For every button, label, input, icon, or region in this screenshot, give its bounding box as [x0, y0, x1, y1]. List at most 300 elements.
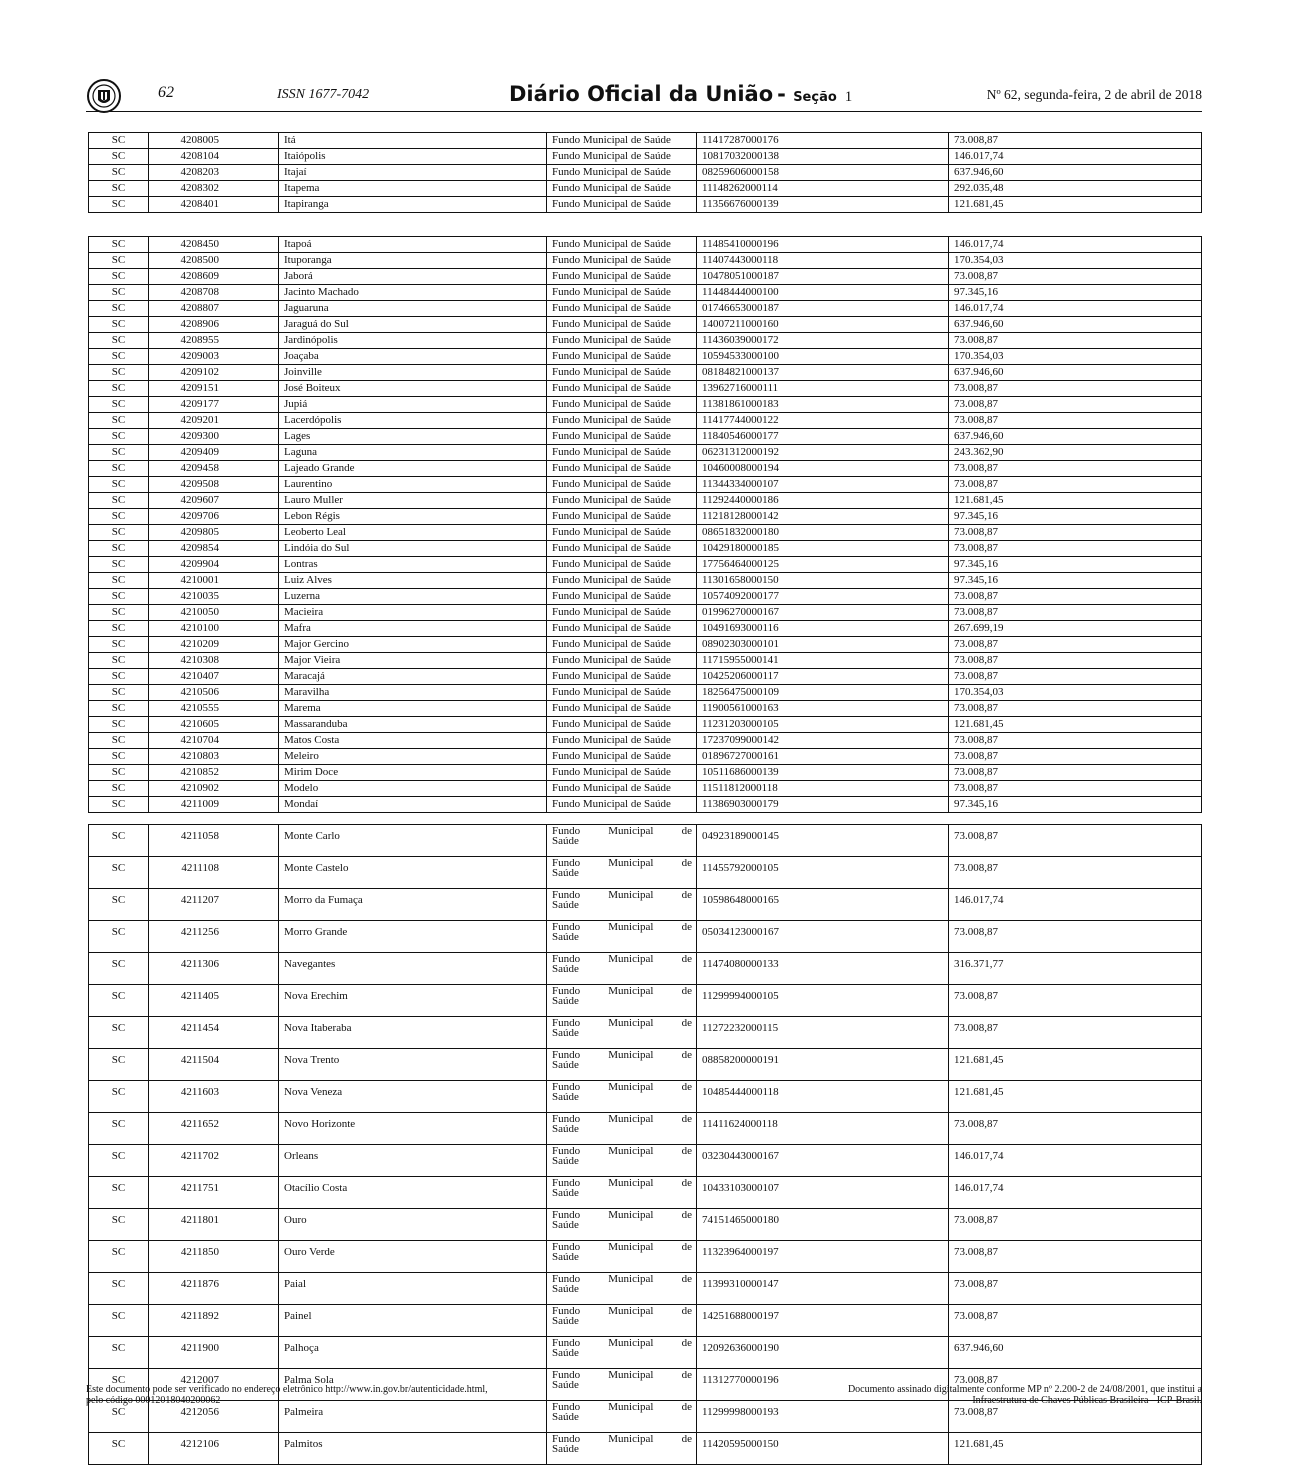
entity-line-2: Saúde	[552, 1411, 579, 1423]
entity-cell	[547, 857, 697, 889]
table-row	[89, 1177, 1202, 1209]
municipality-cell: Massaranduba	[279, 717, 547, 733]
ibge-code-cell: 4210035	[149, 589, 279, 605]
ibge-code-cell: 4208906	[149, 317, 279, 333]
entity-word: Municipal	[608, 1081, 654, 1093]
amount-cell: 146.017,74	[949, 301, 1202, 317]
entity-word: Municipal	[608, 1209, 654, 1221]
entity-word: de	[681, 985, 692, 997]
uf-cell: SC	[89, 717, 149, 733]
entity-cell	[547, 1145, 697, 1177]
entity-cell: Fundo Municipal de Saúde	[547, 749, 697, 765]
entity-word: Fundo	[552, 1433, 581, 1445]
cnpj-cell: 11407443000118	[697, 253, 949, 269]
cnpj-cell: 01996270000167	[697, 605, 949, 621]
table-row	[89, 413, 1202, 429]
amount-cell: 73.008,87	[949, 333, 1202, 349]
cnpj-cell: 11715955000141	[697, 653, 949, 669]
uf-cell: SC	[89, 1241, 149, 1273]
entity-cell	[547, 1273, 697, 1305]
entity-word: Municipal	[608, 1049, 654, 1061]
amount-cell: 146.017,74	[949, 237, 1202, 253]
entity-word: Municipal	[608, 921, 654, 933]
table-row	[89, 237, 1202, 253]
uf-cell: SC	[89, 333, 149, 349]
municipality-cell: Lontras	[279, 557, 547, 573]
cnpj-cell: 11301658000150	[697, 573, 949, 589]
table-row	[89, 133, 1202, 149]
municipality-cell: Paial	[279, 1273, 547, 1305]
uf-cell: SC	[89, 269, 149, 285]
cnpj-cell: 13962716000111	[697, 381, 949, 397]
table-row	[89, 397, 1202, 413]
entity-cell: Fundo Municipal de Saúde	[547, 765, 697, 781]
entity-word: de	[681, 889, 692, 901]
table-row	[89, 333, 1202, 349]
cnpj-cell: 06231312000192	[697, 445, 949, 461]
table-row	[89, 921, 1202, 953]
ibge-code-cell: 4208450	[149, 237, 279, 253]
cnpj-cell: 11272232000115	[697, 1017, 949, 1049]
ibge-code-cell: 4210902	[149, 781, 279, 797]
table-row	[89, 197, 1202, 213]
entity-line-2: Saúde	[552, 1027, 579, 1039]
cnpj-cell: 11448444000100	[697, 285, 949, 301]
signature-line-1: Documento assinado digitalmente conforme MP nº 2.200-2 de 24/08/2001, que institui a	[847, 1384, 1202, 1395]
ibge-code-cell: 4210001	[149, 573, 279, 589]
table-row	[89, 1273, 1202, 1305]
ibge-code-cell: 4208708	[149, 285, 279, 301]
table-row	[89, 589, 1202, 605]
entity-word: Municipal	[608, 1273, 654, 1285]
entity-line-2: Saúde	[552, 1443, 579, 1455]
ibge-code-cell: 4209805	[149, 525, 279, 541]
entity-word: Fundo	[552, 1401, 581, 1413]
ibge-code-cell: 4208955	[149, 333, 279, 349]
entity-word: Fundo	[552, 1209, 581, 1221]
amount-cell: 97.345,16	[949, 557, 1202, 573]
ibge-code-cell: 4208203	[149, 165, 279, 181]
table-row	[89, 445, 1202, 461]
cnpj-cell: 08259606000158	[697, 165, 949, 181]
entity-line-2: Saúde	[552, 1251, 579, 1263]
ibge-code-cell: 4212106	[149, 1433, 279, 1465]
cnpj-cell: 17756464000125	[697, 557, 949, 573]
cnpj-cell: 11218128000142	[697, 509, 949, 525]
ibge-code-cell: 4210506	[149, 685, 279, 701]
entity-word: de	[681, 1337, 692, 1349]
municipality-cell: Orleans	[279, 1145, 547, 1177]
ibge-code-cell: 4211801	[149, 1209, 279, 1241]
entity-word: Fundo	[552, 1049, 581, 1061]
cnpj-cell: 11511812000118	[697, 781, 949, 797]
entity-line-2: Saúde	[552, 1219, 579, 1231]
entity-cell: Fundo Municipal de Saúde	[547, 253, 697, 269]
entity-cell: Fundo Municipal de Saúde	[547, 669, 697, 685]
amount-cell: 121.681,45	[949, 493, 1202, 509]
ibge-code-cell: 4209300	[149, 429, 279, 445]
cnpj-cell: 10574092000177	[697, 589, 949, 605]
entity-word: de	[681, 1049, 692, 1061]
uf-cell: SC	[89, 149, 149, 165]
entity-word: Municipal	[608, 1433, 654, 1445]
ibge-code-cell: 4210704	[149, 733, 279, 749]
entity-word: Fundo	[552, 1113, 581, 1125]
entity-cell	[547, 953, 697, 985]
entity-word: de	[681, 1433, 692, 1445]
municipality-cell: Nova Trento	[279, 1049, 547, 1081]
uf-cell: SC	[89, 765, 149, 781]
entity-cell: Fundo Municipal de Saúde	[547, 573, 697, 589]
amount-cell: 73.008,87	[949, 765, 1202, 781]
amount-cell: 637.946,60	[949, 365, 1202, 381]
uf-cell: SC	[89, 133, 149, 149]
table-row	[89, 149, 1202, 165]
entity-cell: Fundo Municipal de Saúde	[547, 701, 697, 717]
municipality-cell: Itajaí	[279, 165, 547, 181]
entity-cell: Fundo Municipal de Saúde	[547, 381, 697, 397]
cnpj-cell: 03230443000167	[697, 1145, 949, 1177]
table-row	[89, 477, 1202, 493]
cnpj-cell: 04923189000145	[697, 825, 949, 857]
ibge-code-cell: 4209177	[149, 397, 279, 413]
amount-cell: 73.008,87	[949, 397, 1202, 413]
entity-line-2: Saúde	[552, 1123, 579, 1135]
amount-cell: 97.345,16	[949, 509, 1202, 525]
municipality-cell: Modelo	[279, 781, 547, 797]
entity-cell: Fundo Municipal de Saúde	[547, 557, 697, 573]
cnpj-cell: 10511686000139	[697, 765, 949, 781]
entity-word: Fundo	[552, 1017, 581, 1029]
ibge-code-cell: 4211504	[149, 1049, 279, 1081]
ibge-code-cell: 4211900	[149, 1337, 279, 1369]
cnpj-cell: 17237099000142	[697, 733, 949, 749]
amount-cell: 73.008,87	[949, 477, 1202, 493]
table-row	[89, 317, 1202, 333]
municipality-cell: Palma Sola	[279, 1369, 547, 1401]
amount-cell: 73.008,87	[949, 413, 1202, 429]
table-row	[89, 889, 1202, 921]
table-row	[89, 493, 1202, 509]
ibge-code-cell: 4208302	[149, 181, 279, 197]
entity-line-2: Saúde	[552, 931, 579, 943]
entity-cell	[547, 1209, 697, 1241]
uf-cell: SC	[89, 953, 149, 985]
table-row	[89, 605, 1202, 621]
ibge-code-cell: 4209607	[149, 493, 279, 509]
entity-cell	[547, 921, 697, 953]
amount-cell: 73.008,87	[949, 525, 1202, 541]
table-row	[89, 717, 1202, 733]
uf-cell: SC	[89, 317, 149, 333]
uf-cell: SC	[89, 1305, 149, 1337]
amount-cell: 146.017,74	[949, 149, 1202, 165]
entity-cell	[547, 1401, 697, 1433]
entity-line-2: Saúde	[552, 899, 579, 911]
ibge-code-cell: 4209102	[149, 365, 279, 381]
cnpj-cell: 01896727000161	[697, 749, 949, 765]
municipality-cell: Palmeira	[279, 1401, 547, 1433]
cnpj-cell: 11148262000114	[697, 181, 949, 197]
entity-cell: Fundo Municipal de Saúde	[547, 397, 697, 413]
entity-line-2: Saúde	[552, 1379, 579, 1391]
table-row	[89, 1113, 1202, 1145]
uf-cell: SC	[89, 445, 149, 461]
amount-cell: 146.017,74	[949, 1145, 1202, 1177]
verification-note	[86, 1384, 488, 1406]
cnpj-cell: 12092636000190	[697, 1337, 949, 1369]
amount-cell: 316.371,77	[949, 953, 1202, 985]
entity-word: de	[681, 1145, 692, 1157]
cnpj-cell: 11417287000176	[697, 133, 949, 149]
table-row	[89, 181, 1202, 197]
entity-cell: Fundo Municipal de Saúde	[547, 477, 697, 493]
table-row	[89, 669, 1202, 685]
ibge-code-cell: 4209409	[149, 445, 279, 461]
entity-cell: Fundo Municipal de Saúde	[547, 621, 697, 637]
entity-cell: Fundo Municipal de Saúde	[547, 717, 697, 733]
transfer-table-1	[88, 132, 1202, 213]
municipality-cell: Luzerna	[279, 589, 547, 605]
transfer-table-2	[88, 236, 1202, 813]
amount-cell: 73.008,87	[949, 1369, 1202, 1401]
municipality-cell: Jupiá	[279, 397, 547, 413]
municipality-cell: Jacinto Machado	[279, 285, 547, 301]
uf-cell: SC	[89, 669, 149, 685]
amount-cell: 170.354,03	[949, 349, 1202, 365]
entity-cell: Fundo Municipal de Saúde	[547, 589, 697, 605]
uf-cell: SC	[89, 285, 149, 301]
cnpj-cell: 18256475000109	[697, 685, 949, 701]
municipality-cell: Lauro Muller	[279, 493, 547, 509]
uf-cell: SC	[89, 1401, 149, 1433]
cnpj-cell: 05034123000167	[697, 921, 949, 953]
municipality-cell: Mafra	[279, 621, 547, 637]
ibge-code-cell: 4211256	[149, 921, 279, 953]
entity-word: Fundo	[552, 1273, 581, 1285]
uf-cell: SC	[89, 301, 149, 317]
table-row	[89, 573, 1202, 589]
section-label: Seção	[793, 90, 837, 105]
cnpj-cell: 10491693000116	[697, 621, 949, 637]
cnpj-cell: 11399310000147	[697, 1273, 949, 1305]
municipality-cell: Mondaí	[279, 797, 547, 813]
municipality-cell: Palmitos	[279, 1433, 547, 1465]
municipality-cell: Major Vieira	[279, 653, 547, 669]
municipality-cell: Maravilha	[279, 685, 547, 701]
amount-cell: 73.008,87	[949, 1401, 1202, 1433]
amount-cell: 73.008,87	[949, 133, 1202, 149]
amount-cell: 97.345,16	[949, 285, 1202, 301]
municipality-cell: Lindóia do Sul	[279, 541, 547, 557]
municipality-cell: José Boiteux	[279, 381, 547, 397]
title-separator: -	[777, 82, 794, 106]
entity-line-2: Saúde	[552, 1155, 579, 1167]
amount-cell: 73.008,87	[949, 1113, 1202, 1145]
cnpj-cell: 11356676000139	[697, 197, 949, 213]
municipality-cell: Navegantes	[279, 953, 547, 985]
municipality-cell: Laurentino	[279, 477, 547, 493]
ibge-code-cell: 4211702	[149, 1145, 279, 1177]
entity-cell	[547, 1369, 697, 1401]
table-row	[89, 1433, 1202, 1465]
amount-cell: 243.362,90	[949, 445, 1202, 461]
table-row	[89, 285, 1202, 301]
entity-cell: Fundo Municipal de Saúde	[547, 685, 697, 701]
ibge-code-cell: 4209854	[149, 541, 279, 557]
transfer-table-3	[88, 824, 1202, 1465]
cnpj-cell: 11231203000105	[697, 717, 949, 733]
table-row	[89, 269, 1202, 285]
entity-line-2: Saúde	[552, 835, 579, 847]
municipality-cell: Ituporanga	[279, 253, 547, 269]
uf-cell: SC	[89, 749, 149, 765]
cnpj-cell: 10485444000118	[697, 1081, 949, 1113]
ibge-code-cell: 4210050	[149, 605, 279, 621]
publication-title	[509, 82, 852, 106]
municipality-cell: Luiz Alves	[279, 573, 547, 589]
entity-cell: Fundo Municipal de Saúde	[547, 269, 697, 285]
amount-cell: 292.035,48	[949, 181, 1202, 197]
cnpj-cell: 11312770000196	[697, 1369, 949, 1401]
amount-cell: 637.946,60	[949, 165, 1202, 181]
ibge-code-cell: 4211850	[149, 1241, 279, 1273]
entity-cell: Fundo Municipal de Saúde	[547, 797, 697, 813]
table-row	[89, 301, 1202, 317]
uf-cell: SC	[89, 509, 149, 525]
table-row	[89, 749, 1202, 765]
ibge-code-cell: 4210803	[149, 749, 279, 765]
amount-cell: 73.008,87	[949, 1273, 1202, 1305]
uf-cell: SC	[89, 541, 149, 557]
cnpj-cell: 11411624000118	[697, 1113, 949, 1145]
entity-word: de	[681, 921, 692, 933]
verification-line-2: pelo código 00012018040200062	[86, 1395, 221, 1406]
table-row	[89, 349, 1202, 365]
municipality-cell: Ouro	[279, 1209, 547, 1241]
amount-cell: 637.946,60	[949, 1337, 1202, 1369]
ibge-code-cell: 4210100	[149, 621, 279, 637]
amount-cell: 73.008,87	[949, 701, 1202, 717]
entity-cell	[547, 1177, 697, 1209]
amount-cell: 73.008,87	[949, 985, 1202, 1017]
table-row	[89, 509, 1202, 525]
amount-cell: 97.345,16	[949, 573, 1202, 589]
cnpj-cell: 11386903000179	[697, 797, 949, 813]
cnpj-cell: 14007211000160	[697, 317, 949, 333]
section-number: 1	[844, 89, 853, 105]
entity-word: Fundo	[552, 1145, 581, 1157]
page-header	[86, 78, 1202, 112]
entity-line-2: Saúde	[552, 1059, 579, 1071]
table-row	[89, 637, 1202, 653]
table-row	[89, 557, 1202, 573]
entity-word: de	[681, 1369, 692, 1381]
table-row	[89, 765, 1202, 781]
uf-cell: SC	[89, 1145, 149, 1177]
cnpj-cell: 08184821000137	[697, 365, 949, 381]
entity-cell	[547, 1305, 697, 1337]
entity-word: de	[681, 825, 692, 837]
ibge-code-cell: 4209904	[149, 557, 279, 573]
cnpj-cell: 10460008000194	[697, 461, 949, 477]
municipality-cell: Itá	[279, 133, 547, 149]
ibge-code-cell: 4209003	[149, 349, 279, 365]
table-row	[89, 429, 1202, 445]
entity-word: Fundo	[552, 825, 581, 837]
uf-cell: SC	[89, 429, 149, 445]
uf-cell: SC	[89, 557, 149, 573]
entity-word: de	[681, 1017, 692, 1029]
verification-line-1: Este documento pode ser verificado no endereço eletrônico http://www.in.gov.br/autenticidade.html,	[86, 1384, 488, 1395]
amount-cell: 267.699,19	[949, 621, 1202, 637]
municipality-cell: Nova Itaberaba	[279, 1017, 547, 1049]
entity-cell	[547, 1017, 697, 1049]
cnpj-cell: 11299998000193	[697, 1401, 949, 1433]
issue-date: Nº 62, segunda-feira, 2 de abril de 2018	[986, 87, 1202, 102]
ibge-code-cell: 4211405	[149, 985, 279, 1017]
table-row	[89, 525, 1202, 541]
uf-cell: SC	[89, 461, 149, 477]
table-row	[89, 953, 1202, 985]
uf-cell: SC	[89, 1049, 149, 1081]
ibge-code-cell: 4210852	[149, 765, 279, 781]
entity-word: Fundo	[552, 1177, 581, 1189]
ibge-code-cell: 4210308	[149, 653, 279, 669]
uf-cell: SC	[89, 381, 149, 397]
amount-cell: 73.008,87	[949, 589, 1202, 605]
municipality-cell: Morro Grande	[279, 921, 547, 953]
entity-cell: Fundo Municipal de Saúde	[547, 653, 697, 669]
entity-word: de	[681, 1401, 692, 1413]
uf-cell: SC	[89, 573, 149, 589]
ibge-code-cell: 4211652	[149, 1113, 279, 1145]
amount-cell: 170.354,03	[949, 685, 1202, 701]
ibge-code-cell: 4211454	[149, 1017, 279, 1049]
amount-cell: 637.946,60	[949, 317, 1202, 333]
amount-cell: 146.017,74	[949, 1177, 1202, 1209]
uf-cell: SC	[89, 237, 149, 253]
entity-line-2: Saúde	[552, 867, 579, 879]
entity-word: Municipal	[608, 1241, 654, 1253]
entity-cell	[547, 1241, 697, 1273]
entity-word: de	[681, 1241, 692, 1253]
uf-cell: SC	[89, 1113, 149, 1145]
municipality-cell: Jaguaruna	[279, 301, 547, 317]
cnpj-cell: 08902303000101	[697, 637, 949, 653]
entity-cell: Fundo Municipal de Saúde	[547, 413, 697, 429]
cnpj-cell: 11900561000163	[697, 701, 949, 717]
table-row	[89, 653, 1202, 669]
ibge-code-cell: 4210605	[149, 717, 279, 733]
table-row	[89, 253, 1202, 269]
entity-cell: Fundo Municipal de Saúde	[547, 317, 697, 333]
ibge-code-cell: 4209508	[149, 477, 279, 493]
entity-word: Municipal	[608, 857, 654, 869]
entity-cell: Fundo Municipal de Saúde	[547, 181, 697, 197]
ibge-code-cell: 4211892	[149, 1305, 279, 1337]
municipality-cell: Meleiro	[279, 749, 547, 765]
entity-cell: Fundo Municipal de Saúde	[547, 349, 697, 365]
entity-line-2: Saúde	[552, 1283, 579, 1295]
cnpj-cell: 11344334000107	[697, 477, 949, 493]
amount-cell: 97.345,16	[949, 797, 1202, 813]
ibge-code-cell: 4210407	[149, 669, 279, 685]
entity-word: Municipal	[608, 1305, 654, 1317]
municipality-cell: Itaiópolis	[279, 149, 547, 165]
entity-word: de	[681, 1177, 692, 1189]
amount-cell: 73.008,87	[949, 605, 1202, 621]
